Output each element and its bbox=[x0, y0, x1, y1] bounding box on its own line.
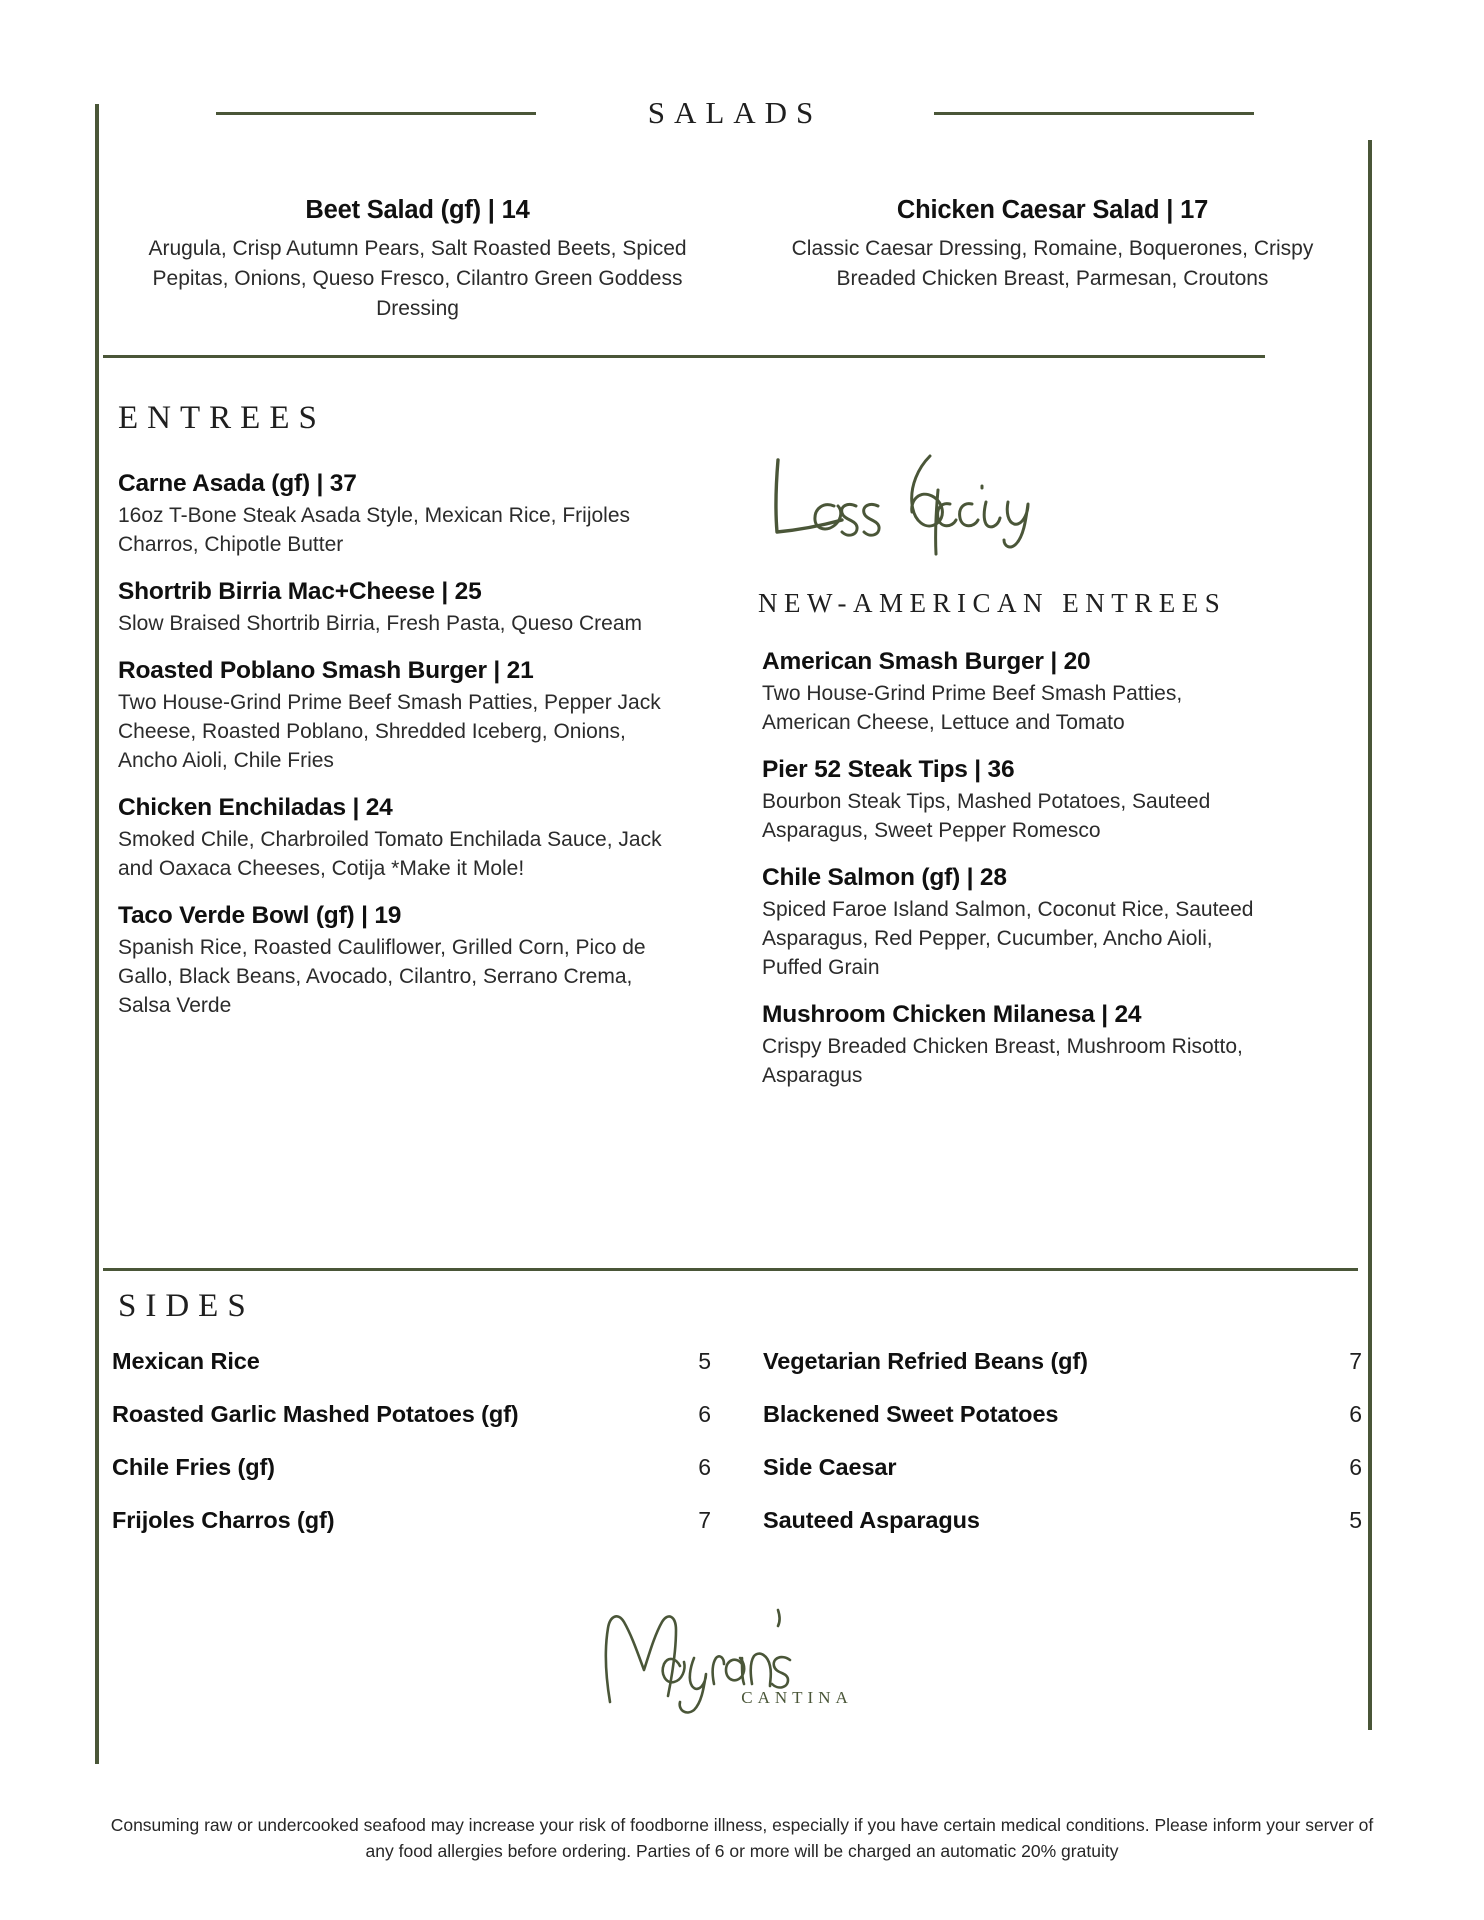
frame-rule-right bbox=[1368, 140, 1372, 1730]
entrees-list-left bbox=[118, 470, 678, 1039]
side-item-price: 6 bbox=[1349, 1401, 1362, 1427]
entrees-list-right bbox=[762, 648, 1272, 1109]
menu-item-description: Smoked Chile, Charbroiled Tomato Enchilada Sauce, Jack and Oaxaca Cheeses, Cotija *Make it Mole! bbox=[118, 827, 662, 880]
brand-logo-subtitle: CANTINA bbox=[741, 1688, 853, 1707]
salad-item bbox=[100, 196, 735, 323]
less-spicy-script-icon bbox=[760, 450, 1060, 560]
side-item-name: Roasted Garlic Mashed Potatoes (gf) bbox=[112, 1401, 519, 1427]
header-rule-right bbox=[934, 112, 1254, 115]
sides-divider-rule bbox=[103, 1268, 1358, 1271]
menu-item-name: Chicken Enchiladas | 24 bbox=[118, 793, 393, 821]
menu-item-name: Mushroom Chicken Milanesa | 24 bbox=[762, 1000, 1142, 1028]
menu-item-description: Two House-Grind Prime Beef Smash Patties, American Cheese, Lettuce and Tomato bbox=[762, 682, 1183, 734]
menu-item bbox=[118, 657, 678, 776]
salad-item-description: Classic Caesar Dressing, Romaine, Boquerones, Crispy Breaded Chicken Breast, Parmesan, Croutons bbox=[791, 237, 1314, 290]
menu-item bbox=[762, 1001, 1272, 1091]
menu-item bbox=[762, 756, 1272, 846]
menu-item-name: Shortrib Birria Mac+Cheese | 25 bbox=[118, 577, 482, 605]
salads-section-header bbox=[95, 95, 1375, 131]
side-item-price: 6 bbox=[698, 1401, 711, 1427]
salad-item-name: Chicken Caesar Salad | 17 bbox=[896, 196, 1209, 224]
menu-item-description: Spanish Rice, Roasted Cauliflower, Grilled Corn, Pico de Gallo, Black Beans, Avocado, Cilantro, Serrano Crema, Salsa Verde bbox=[118, 935, 646, 1017]
menu-item-name: Pier 52 Steak Tips | 36 bbox=[762, 755, 1015, 783]
menu-item bbox=[118, 902, 678, 1021]
side-item-price: 7 bbox=[698, 1507, 711, 1533]
side-row bbox=[112, 1348, 711, 1375]
side-item-price: 7 bbox=[1349, 1348, 1362, 1374]
salads-title: SALADS bbox=[647, 95, 823, 130]
menu-item bbox=[118, 794, 678, 884]
menu-item-name: Taco Verde Bowl (gf) | 19 bbox=[118, 901, 402, 929]
menu-item-name: Chile Salmon (gf) | 28 bbox=[762, 863, 1007, 891]
side-item-price: 5 bbox=[698, 1348, 711, 1374]
menu-item-description: Slow Braised Shortrib Birria, Fresh Pasta, Queso Cream bbox=[118, 611, 643, 635]
side-row bbox=[763, 1348, 1362, 1375]
sides-column-right bbox=[763, 1348, 1362, 1560]
side-item-name: Chile Fries (gf) bbox=[112, 1454, 275, 1480]
menu-item bbox=[762, 648, 1272, 738]
side-item-price: 5 bbox=[1349, 1507, 1362, 1533]
menu-item bbox=[118, 578, 678, 639]
menu-item bbox=[118, 470, 678, 560]
side-item-name: Sauteed Asparagus bbox=[763, 1507, 980, 1533]
sides-title: SIDES bbox=[118, 1288, 255, 1324]
footer-disclaimer bbox=[0, 1812, 1484, 1865]
menu-item-description: Spiced Faroe Island Salmon, Coconut Rice, Sauteed Asparagus, Red Pepper, Cucumber, Ancho Aioli, Puffed Grain bbox=[762, 897, 1254, 979]
entrees-title: ENTREES bbox=[118, 400, 326, 436]
side-item-price: 6 bbox=[698, 1454, 711, 1480]
disclaimer-text: Consuming raw or undercooked seafood may increase your risk of foodborne illness, especially if you have certain medical conditions. Please inform your server of any food allergies before ordering. Parties of 6 or more will be charged an automatic 20% gratuity bbox=[110, 1815, 1374, 1862]
side-item-name: Frijoles Charros (gf) bbox=[112, 1507, 335, 1533]
salad-item-description: Arugula, Crisp Autumn Pears, Salt Roasted Beets, Spiced Pepitas, Onions, Queso Fresco, Cilantro Green Goddess Dressing bbox=[148, 237, 687, 320]
header-rule-left bbox=[216, 112, 536, 115]
menu-item-name: Roasted Poblano Smash Burger | 21 bbox=[118, 656, 534, 684]
side-row bbox=[112, 1401, 711, 1428]
menu-item-description: 16oz T-Bone Steak Asada Style, Mexican Rice, Frijoles Charros, Chipotle Butter bbox=[118, 504, 631, 556]
entrees-divider-rule bbox=[103, 355, 1265, 358]
side-row bbox=[763, 1454, 1362, 1481]
side-item-name: Vegetarian Refried Beans (gf) bbox=[763, 1348, 1088, 1374]
salads-list bbox=[100, 196, 1370, 323]
side-item-price: 6 bbox=[1349, 1454, 1362, 1480]
side-item-name: Mexican Rice bbox=[112, 1348, 260, 1374]
salad-item-name: Beet Salad (gf) | 14 bbox=[305, 196, 530, 224]
frame-rule-left bbox=[95, 104, 99, 1764]
side-row bbox=[112, 1454, 711, 1481]
menu-item bbox=[762, 864, 1272, 983]
side-row bbox=[112, 1507, 711, 1534]
new-american-entrees-title: NEW-AMERICAN ENTREES bbox=[758, 588, 1227, 618]
menu-item-description: Bourbon Steak Tips, Mashed Potatoes, Sauteed Asparagus, Sweet Pepper Romesco bbox=[762, 789, 1211, 842]
brand-logo bbox=[0, 1592, 1484, 1708]
menu-item-name: Carne Asada (gf) | 37 bbox=[118, 470, 357, 497]
side-row bbox=[763, 1507, 1362, 1534]
side-item-name: Blackened Sweet Potatoes bbox=[763, 1401, 1059, 1427]
menu-item-name: American Smash Burger | 20 bbox=[762, 648, 1091, 675]
sides-list bbox=[112, 1348, 1362, 1560]
menu-item-description: Two House-Grind Prime Beef Smash Patties, Pepper Jack Cheese, Roasted Poblano, Shredded Iceberg, Onions, Ancho Aioli, Chile Fries bbox=[118, 690, 661, 772]
side-item-name: Side Caesar bbox=[763, 1454, 897, 1480]
menu-item-description: Crispy Breaded Chicken Breast, Mushroom Risotto, Asparagus bbox=[762, 1034, 1243, 1087]
salad-item bbox=[735, 196, 1370, 323]
side-row bbox=[763, 1401, 1362, 1428]
sides-column-left bbox=[112, 1348, 711, 1560]
